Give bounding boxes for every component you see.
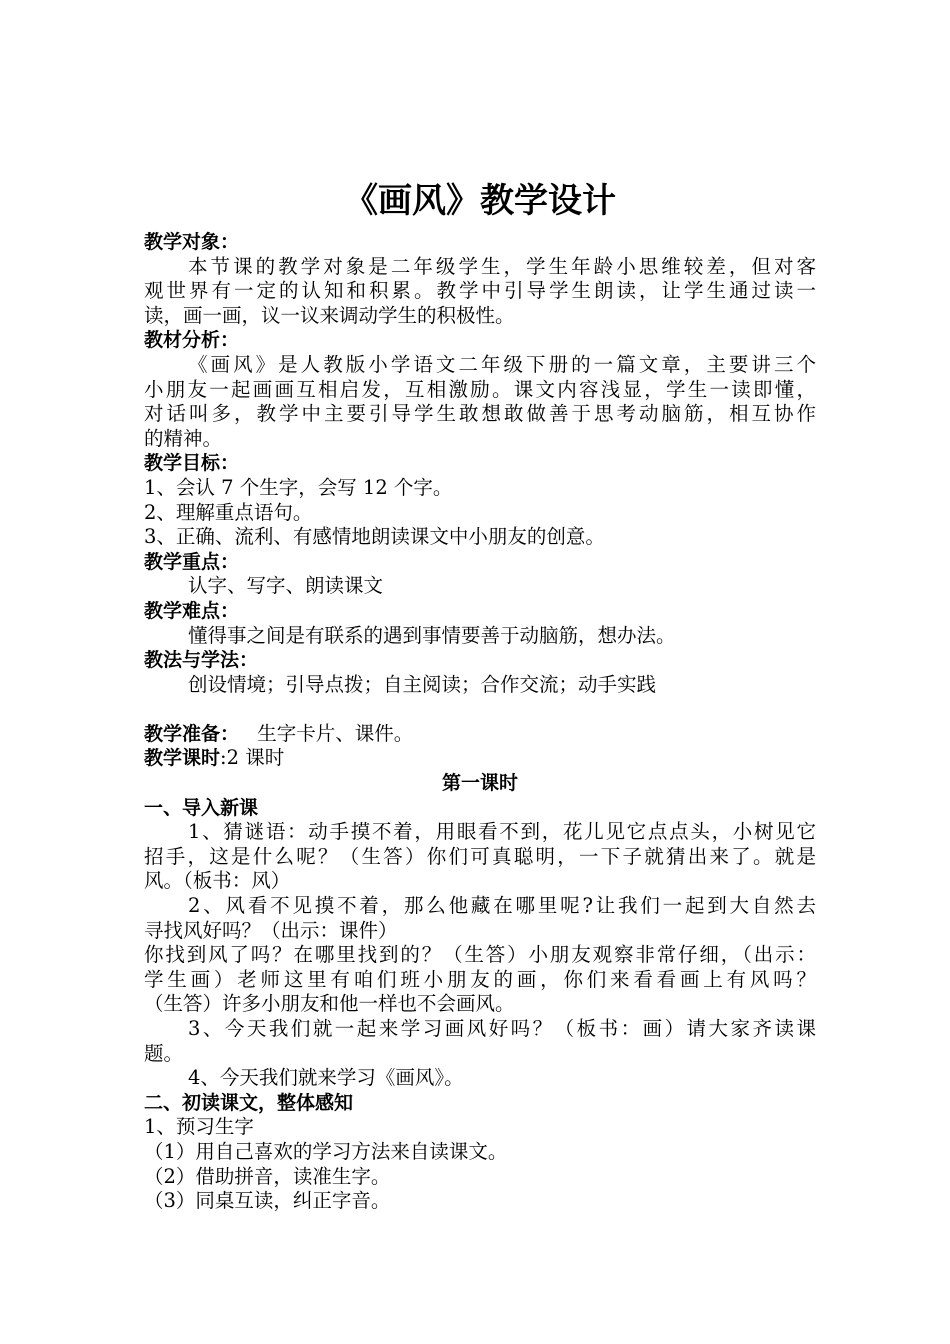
document-page [144,178,816,1214]
paragraph-line: 风。（板书：风） [144,869,291,893]
blank-line [144,697,816,722]
lesson-title: 第一课时 [441,772,518,795]
paragraph-line: 招手，这是什么呢？（生答）你们可真聪明，一下子就猜出来了。就是 [144,844,816,868]
paragraph-line: 本节课的教学对象是二年级学生，学生年龄小思维较差，但对客 [188,254,816,278]
goal-item: 1、会认 7 个生字，会写 12 个字。 [144,475,453,499]
paragraph-line: 你找到风了吗？在哪里找到的？（生答）小朋友观察非常仔细，（出示： [144,943,816,967]
paragraph-line: 对话叫多，教学中主要引导学生敢想敢做善于思考动脑筋，相互协作 [144,402,816,426]
paragraph-line: 小朋友一起画画互相启发，互相激励。课文内容浅显，学生一读即懂， [144,377,816,401]
prep-heading: 教学准备： [144,722,240,745]
paragraph-line: 题。 [144,1041,184,1065]
paragraph-line: 4、今天我们就来学习《画风》。 [188,1066,464,1090]
hours-line [144,746,816,771]
prep-text: 生字卡片、课件。 [257,721,414,745]
section-heading-key: 教学重点： [144,550,240,573]
section-heading-goal: 教学目标： [144,452,240,475]
difficulty-text: 懂得事之间是有联系的遇到事情要善于动脑筋，想办法。 [188,623,676,647]
paragraph-line: 读，画一画，议一议来调动学生的积极性。 [144,303,515,327]
section-heading-method: 教法与学法： [144,649,259,672]
paragraph-line: 的精神。 [144,426,223,450]
goal-item: 2、理解重点语句。 [144,500,313,524]
paragraph-line: 《画风》是人教版小学语文二年级下册的一篇文章，主要讲三个 [188,352,816,376]
list-item: （2）借助拼音，读准生字。 [144,1164,391,1188]
key-text: 认字、写字、朗读课文 [188,574,384,598]
document-title: 《画风》教学设计 [344,181,616,221]
paragraph-line: 观世界有一定的认知和积累。教学中引导学生朗读，让学生通过读一 [144,279,816,303]
list-item: （1）用自己喜欢的学习方法来自读课文。 [144,1139,508,1163]
paragraph-line: 寻找风好吗？（出示：课件） [144,918,398,942]
paragraph-line: （生答）许多小朋友和他一样也不会画风。 [144,992,515,1016]
part-heading-reading: 二、初读课文，整体感知 [144,1091,354,1114]
paragraph-line: 学生画）老师这里有咱们班小朋友的画，你们来看看画上有风吗？ [144,967,816,991]
prep-line [144,722,816,747]
part-heading-intro: 一、导入新课 [144,796,259,819]
paragraph-line: 3、今天我们就一起来学习画风好吗？（板书：画）请大家齐读课 [188,1017,816,1040]
section-heading-material: 教材分析： [144,329,240,352]
list-item: （3）同桌互读，纠正字音。 [144,1189,391,1213]
paragraph-line: 2、风看不见摸不着，那么他藏在哪里呢?让我们一起到大自然去 [188,894,816,918]
method-text: 创设情境；引导点拨；自主阅读；合作交流；动手实践 [188,672,657,696]
list-item: 1、预习生字 [144,1115,254,1139]
goal-item: 3、正确、流利、有感情地朗读课文中小朋友的创意。 [144,525,605,549]
hours-heading: 教学课时 [144,747,221,770]
paragraph-line: 1、猜谜语：动手摸不着，用眼看不到，花儿见它点点头，小树见它 [188,820,816,844]
hours-text: :2 课时 [220,746,285,770]
section-heading-object: 教学对象： [144,231,240,253]
section-heading-difficulty: 教学难点： [144,599,240,622]
